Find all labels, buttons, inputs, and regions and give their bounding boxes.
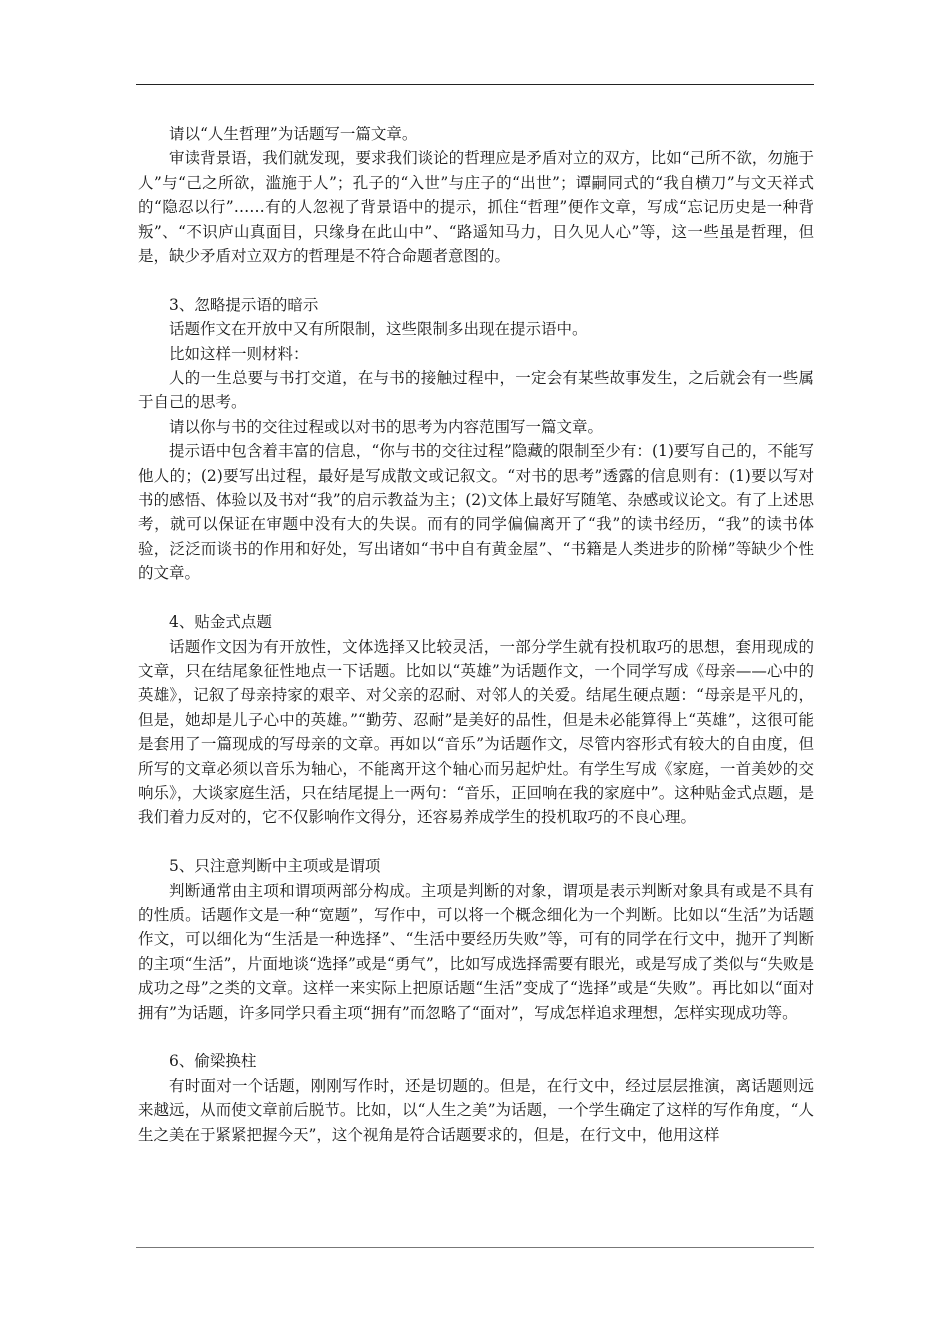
document-body bbox=[138, 122, 814, 1147]
paragraph: 话题作文因为有开放性，文体选择又比较灵活，一部分学生就有投机取巧的思想，套用现成的文章，只在结尾象征性地点一下话题。比如以“英雄”为话题作文，一个同学写成《母亲——心中的英雄》，记叙了母亲持家的艰辛、对父亲的忍耐、对邻人的关爱。结尾生硬点题：“母亲是平凡的，但是，她却是儿子心中的英雄。”“勤劳、忍耐”是美好的品性，但是未必能算得上“英雄”，这很可能是套用了一篇现成的写母亲的文章。再如以“音乐”为话题作文，尽管内容形式有较大的自由度，但所写的文章必须以音乐为轴心，不能离开这个轴心而另起炉灶。有学生写成《家庭，一首美妙的交响乐》，大谈家庭生活，只在结尾提上一两句：“音乐，正回响在我的家庭中”。这种贴金式点题，是我们着力反对的，它不仅影响作文得分，还容易养成学生的投机取巧的不良心理。 bbox=[138, 637, 814, 827]
paragraph: 话题作文在开放中又有所限制，这些限制多出现在提示语中。 bbox=[169, 320, 588, 339]
header-rule bbox=[136, 84, 814, 85]
paragraph: 比如这样一则材料： bbox=[169, 344, 309, 363]
paragraph: 判断通常由主项和谓项两部分构成。主项是判断的对象，谓项是表示判断对象具有或是不具有的性质。话题作文是一种“宽题”，写作中，可以将一个概念细化为一个判断。比如以“生活”为话题作文，可以细化为“生活是一种选择”、“生活中要经历失败”等，可有的同学在行文中，抛开了判断的主项“生活”，片面地谈“选择”或是“勇气”，比如写成选择需要有眼光，或是写成了类似与“失败是成功之母”之类的文章。这样一来实际上把原话题“生活”变成了“选择”或是“失败”。再比如以“面对拥有”为话题，许多同学只看主项“拥有”而忽略了“面对”，写成怎样追求理想，怎样实现成功等。 bbox=[138, 881, 814, 1022]
section-heading: 4、贴金式点题 bbox=[169, 613, 272, 632]
paragraph: 提示语中包含着丰富的信息，“你与书的交往过程”隐藏的限制至少有：(1)要写自己的，不能写他人的；(2)要写出过程，最好是写成散文或记叙文。“对书的思考”透露的信息则有：(1)要以写对书的感悟、体验以及书对“我”的启示教益为主；(2)文体上最好写随笔、杂感或议论文。有了上述思考，就可以保证在审题中没有大的失误。而有的同学偏偏离开了“我”的读书经历，“我”的读书体验，泛泛而谈书的作用和好处，写出诸如“书中自有黄金屋”、“书籍是人类进步的阶梯”等缺少个性的文章。 bbox=[138, 442, 814, 583]
section-heading: 6、偷梁换柱 bbox=[169, 1052, 257, 1071]
section-heading: 3、忽略提示语的暗示 bbox=[169, 295, 319, 314]
paragraph: 人的一生总要与书打交道，在与书的接触过程中，一定会有某些故事发生，之后就会有一些属于自己的思考。 bbox=[138, 369, 814, 412]
paragraph: 请以你与书的交往过程或以对书的思考为内容范围写一篇文章。 bbox=[169, 417, 604, 436]
footer-rule bbox=[136, 1247, 814, 1248]
section-heading: 5、只注意判断中主项或是谓项 bbox=[169, 857, 381, 876]
paragraph: 请以“人生哲理”为话题写一篇文章。 bbox=[169, 125, 418, 143]
paragraph: 审读背景语，我们就发现，要求我们谈论的哲理应是矛盾对立的双方，比如“己所不欲，勿施于人”与“己之所欲，滥施于人”；孔子的“入世”与庄子的“出世”；谭嗣同式的“我自横刀”与文天祥式的“隐忍以行”……有的人忽视了背景语中的提示，抓住“哲理”便作文章，写成“忘记历史是一种背叛”、“不识庐山真面目，只缘身在此山中”、“路遥知马力，日久见人心”等，这一些虽是哲理，但是，缺少矛盾对立双方的哲理是不符合命题者意图的。 bbox=[138, 149, 814, 266]
paragraph: 有时面对一个话题，刚刚写作时，还是切题的。但是，在行文中，经过层层推演，离话题则远来越远，从而使文章前后脱节。比如，以“人生之美”为话题，一个学生确定了这样的写作角度，“人生之美在于紧紧把握今天”，这个视角是符合话题要求的，但是，在行文中，他用这样 bbox=[138, 1076, 814, 1144]
